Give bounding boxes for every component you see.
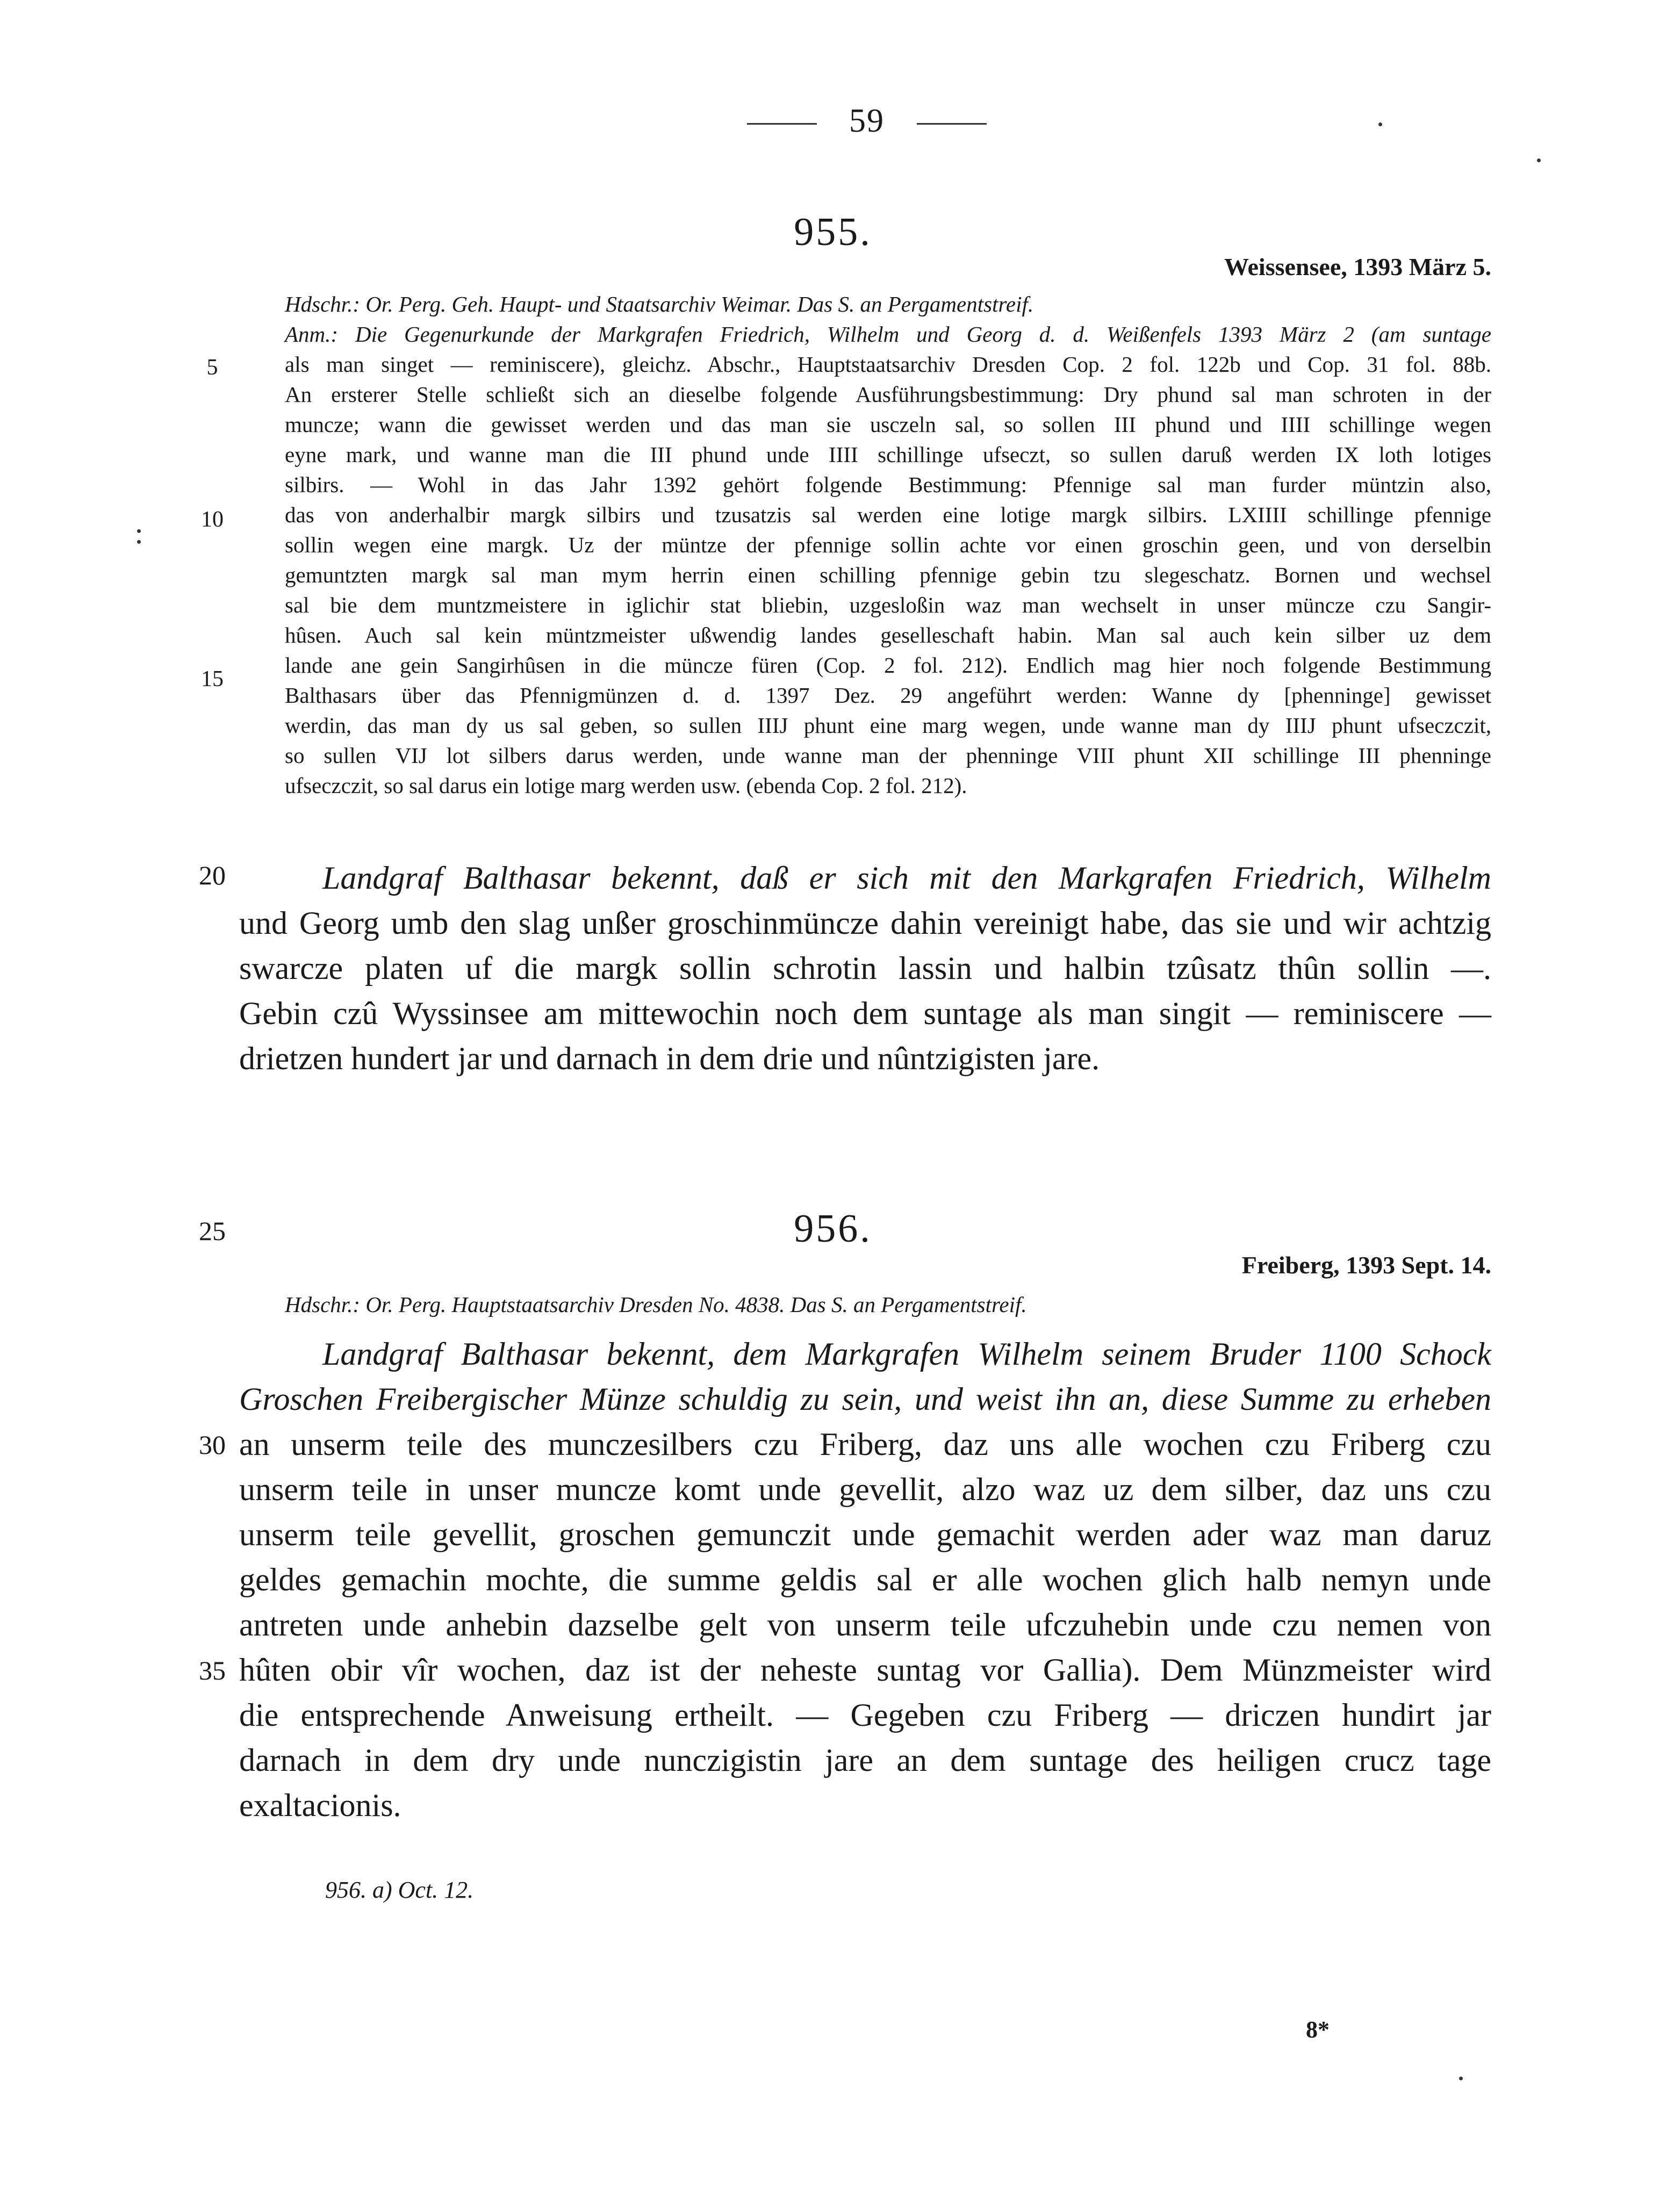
apparatus-line: Hdschr.: Or. Perg. Geh. Haupt- und Staatsarchiv Weimar. Das S. an Pergamentstreif.	[285, 292, 1034, 316]
apparatus-line: als man singet — reminiscere), gleichz. Abschr., Hauptstaatsarchiv Dresden Cop. 2 fol. 122b und Cop. 31 fol. 88b.	[285, 352, 1491, 377]
apparatus-line: das von anderhalbir margk silbirs und tzusatzis sal werden eine lotige margk silbirs. LXIIII schillinge pfennige	[285, 502, 1491, 527]
text-line: Landgraf Balthasar bekennt, daß er sich mit den Markgrafen Friedrich, Wilhelm	[322, 860, 1491, 896]
text-line: unserm teile gevellit, groschen gemunczit unde gemachit werden ader waz man daruz	[239, 1517, 1491, 1552]
scan-speck	[1537, 158, 1541, 162]
margin-line-number: 5	[206, 355, 218, 380]
scan-speck	[137, 540, 141, 544]
apparatus-line: werdin, das man dy us sal geben, so sullen IIIJ phunt eine marg wegen, unde wanne man dy IIIJ phunt ufseczczit,	[285, 713, 1491, 738]
text-line: unserm teile in unser muncze komt unde gevellit, alzo waz uz dem silber, daz uns czu	[239, 1472, 1491, 1507]
doc-955-place-date: Weissensee, 1393 März 5.	[1224, 253, 1491, 280]
apparatus-line: An ersterer Stelle schließt sich an dieselbe folgende Ausführungsbestimmung: Dry phund sal man schroten in der	[285, 382, 1491, 407]
text-line: swarcze platen uf die margk sollin schrotin lassin und halbin tzûsatz thûn sollin —.	[239, 950, 1491, 986]
doc-956-apparatus	[285, 1289, 1491, 1320]
doc-955-number: 955.	[794, 210, 872, 254]
apparatus-line: silbirs. — Wohl in das Jahr 1392 gehört folgende Bestimmung: Pfennige sal man furder müntzin also,	[285, 472, 1491, 497]
apparatus-line: ufseczczit, so sal darus ein lotige marg werden usw. (ebenda Cop. 2 fol. 212).	[285, 773, 967, 798]
text-line: geldes gemachin mochte, die summe geldis sal er alle wochen glich halb nemyn unde	[239, 1562, 1491, 1597]
text-line: exaltacionis.	[239, 1788, 401, 1823]
doc-955-apparatus	[285, 289, 1491, 801]
apparatus-line: so sullen VIJ lot silbers darus werden, unde wanne man der phenninge VIII phunt XII schillinge III phenninge	[285, 743, 1491, 768]
apparatus-line: Anm.: Die Gegenurkunde der Markgrafen Friedrich, Wilhelm und Georg d. d. Weißenfels 1393 März 2 (am suntage	[285, 322, 1491, 347]
doc-955-text	[239, 855, 1491, 1081]
footnote: 956. a) Oct. 12.	[325, 1877, 474, 1903]
text-line: Groschen Freibergischer Münze schuldig zu sein, und weist ihn an, diese Summe zu erheben	[239, 1381, 1491, 1417]
margin-line-number: 30	[199, 1430, 226, 1460]
margin-line-number: 10	[201, 507, 224, 532]
sheet-signature: 8*	[1306, 2016, 1330, 2043]
apparatus-line: muncze; wann die gewisset werden und das man sie usczeln sal, so sollen III phund und IIII schillinge wegen	[285, 412, 1491, 437]
text-line: Gebin czû Wyssinsee am mittewochin noch dem suntage als man singit — reminiscere —	[239, 996, 1491, 1031]
text-line: und Georg umb den slag unßer groschinmüncze dahin vereinigt habe, das sie und wir achtzig	[239, 905, 1491, 941]
text-line: an unserm teile des munczesilbers czu Friberg, daz uns alle wochen czu Friberg czu	[239, 1426, 1491, 1462]
text-line: darnach in dem dry unde nunczigistin jare an dem suntage des heiligen crucz tage	[239, 1742, 1491, 1778]
apparatus-line: Hdschr.: Or. Perg. Hauptstaatsarchiv Dresden No. 4838. Das S. an Pergamentstreif.	[285, 1292, 1027, 1317]
header-rule-right	[917, 123, 987, 125]
doc-956-place-date: Freiberg, 1393 Sept. 14.	[1241, 1251, 1491, 1279]
text-line: antreten unde anhebin dazselbe gelt von unserm teile ufczuhebin unde czu nemen von	[239, 1607, 1491, 1642]
header-rule-left	[747, 123, 817, 125]
apparatus-line: Balthasars über das Pfennigmünzen d. d. 1397 Dez. 29 angeführt werden: Wanne dy [phenninge] gewisset	[285, 683, 1491, 708]
text-line: drietzen hundert jar und darnach in dem drie und nûntzigisten jare.	[239, 1041, 1100, 1076]
text-line: die entsprechende Anweisung ertheilt. — Gegeben czu Friberg — driczen hundirt jar	[239, 1697, 1491, 1733]
apparatus-line: eyne mark, und wanne man die III phund unde IIII schillinge ufseczt, so sullen daruß werden IX loth lotiges	[285, 442, 1491, 467]
apparatus-line: lande ane gein Sangirhûsen in die müncze füren (Cop. 2 fol. 212). Endlich mag hier noch folgende Bestimmung	[285, 653, 1491, 678]
apparatus-line: sollin wegen eine margk. Uz der müntze der pfennige sollin achte vor einen groschin geen, und von derselbin	[285, 532, 1491, 557]
scan-speck	[1459, 2077, 1463, 2080]
text-line: Landgraf Balthasar bekennt, dem Markgrafen Wilhelm seinem Bruder 1100 Schock	[322, 1336, 1491, 1372]
scan-speck	[137, 529, 141, 533]
margin-line-number: 35	[199, 1655, 226, 1685]
apparatus-line: hûsen. Auch sal kein müntzmeister ußwendig landes geselleschaft habin. Man sal auch kein silber uz dem	[285, 623, 1491, 647]
page-header	[715, 102, 994, 140]
margin-line-number: 20	[199, 860, 226, 890]
apparatus-line: gemuntzten margk sal man mym herrin einen schilling pfennige gebin tzu slegeschatz. Bornen und wechsel	[285, 563, 1491, 587]
margin-line-number: 15	[201, 667, 224, 691]
margin-line-number: 25	[199, 1216, 226, 1246]
page-number: 59	[849, 103, 885, 139]
scan-speck	[1378, 123, 1382, 126]
text-line: hûten obir vîr wochen, daz ist der neheste suntag vor Gallia). Dem Münzmeister wird	[239, 1652, 1491, 1688]
doc-956-number: 956.	[794, 1207, 872, 1251]
doc-956-text	[239, 1331, 1491, 1828]
apparatus-line: sal bie dem muntzmeistere in iglichir stat bliebin, uzgesloßin waz man wechselt in unser müncze czu Sangir-	[285, 593, 1491, 617]
